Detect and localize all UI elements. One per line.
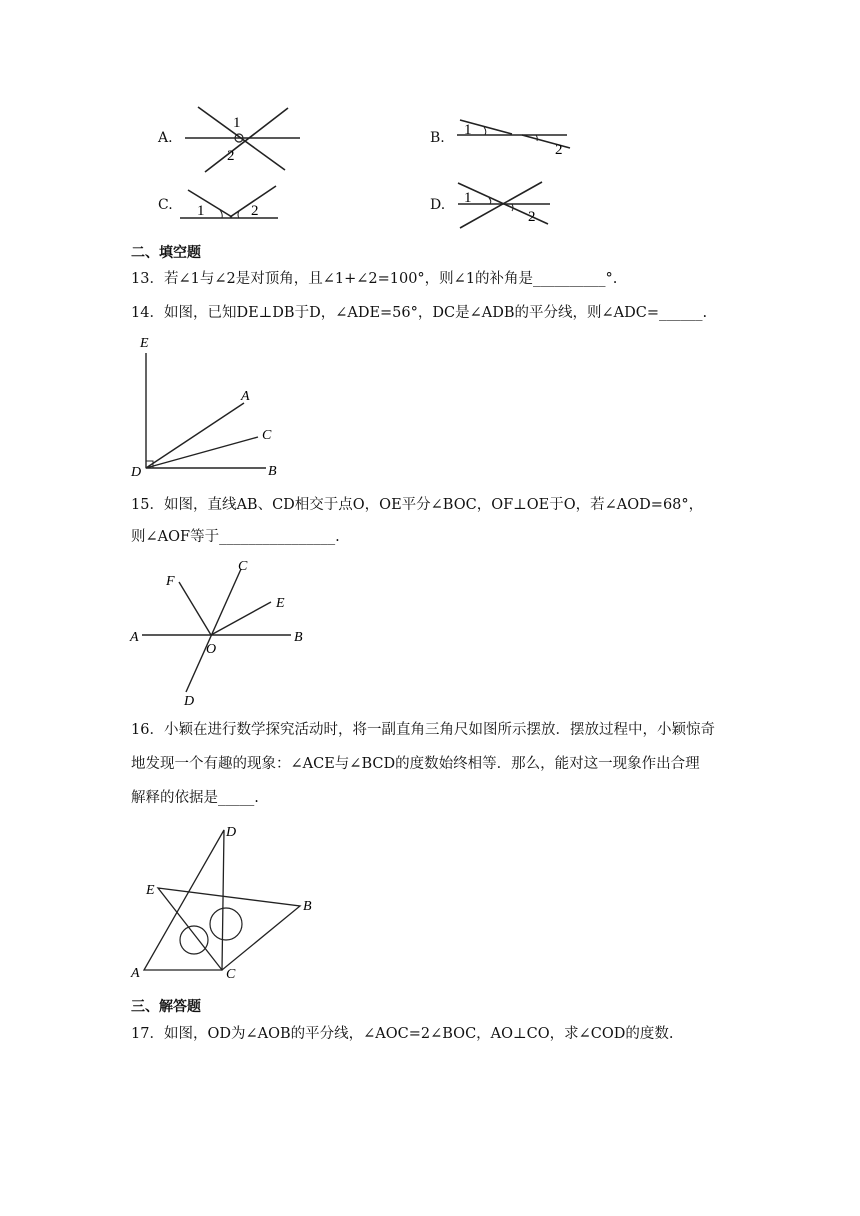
point-b-label: B — [294, 630, 303, 645]
point-e-label: E — [276, 596, 285, 611]
question-17: 17．如图，OD为∠AOB的平分线，∠AOC=2∠BOC，AO⊥CO，求∠COD的度数. — [131, 1026, 674, 1042]
option-a-label: A. — [158, 130, 173, 146]
question-15-line2: 则∠AOF等于________________. — [131, 529, 340, 545]
option-c-label: C. — [158, 197, 173, 213]
figure-q16 — [126, 820, 326, 985]
option-b-diagram — [452, 110, 582, 160]
figure-q14 — [126, 333, 296, 483]
point-c-label: C — [262, 428, 272, 443]
point-d-label: D — [226, 825, 237, 840]
angle-1-label: 1 — [197, 203, 205, 219]
angle-2-label: 2 — [251, 203, 259, 219]
point-e-label: E — [140, 336, 149, 351]
point-e-label: E — [146, 883, 155, 898]
point-a-label: A — [131, 966, 140, 981]
figure-q15 — [126, 557, 326, 707]
angle-1-label: 1 — [464, 122, 472, 138]
point-a-label: A — [130, 630, 139, 645]
question-13: 13．若∠1与∠2是对顶角，且∠1+∠2=100°，则∠1的补角是__________°. — [131, 271, 618, 287]
point-b-label: B — [268, 464, 277, 479]
point-b-label: B — [303, 899, 312, 914]
angle-2-label: 2 — [227, 148, 235, 164]
question-16-line1: 16．小颖在进行数学探究活动时，将一副直角三角尺如图所示摆放．摆放过程中，小颖惊奇 — [131, 722, 715, 738]
point-c-label: C — [238, 559, 248, 574]
angle-2-label: 2 — [528, 209, 536, 225]
section-answer-heading: 三、解答题 — [131, 999, 201, 1015]
question-15-line1: 15．如图，直线AB、CD相交于点O，OE平分∠BOC，OF⊥OE于O，若∠AOD=68°， — [131, 497, 704, 513]
point-a-label: A — [241, 389, 250, 404]
point-c-label: C — [226, 967, 236, 982]
point-o-label: O — [206, 642, 217, 657]
option-d-label: D. — [430, 197, 446, 213]
question-16-line3: 解释的依据是_____. — [131, 790, 259, 806]
option-d-diagram — [452, 178, 562, 233]
option-c-diagram — [180, 180, 290, 225]
angle-1-label: 1 — [464, 190, 472, 206]
angle-2-label: 2 — [555, 142, 563, 158]
option-b-label: B. — [430, 130, 445, 146]
point-d-label: D — [184, 694, 195, 707]
angle-1-label: 1 — [233, 115, 241, 131]
point-d-label: D — [131, 465, 142, 480]
question-14: 14．如图，已知DE⊥DB于D，∠ADE=56°，DC是∠ADB的平分线，则∠ADC=______. — [131, 305, 708, 321]
question-16-line2: 地发现一个有趣的现象：∠ACE与∠BCD的度数始终相等．那么，能对这一现象作出合理 — [131, 756, 700, 772]
point-f-label: F — [166, 574, 175, 589]
option-a-diagram — [180, 100, 310, 175]
section-fill-in-heading: 二、填空题 — [131, 245, 201, 261]
